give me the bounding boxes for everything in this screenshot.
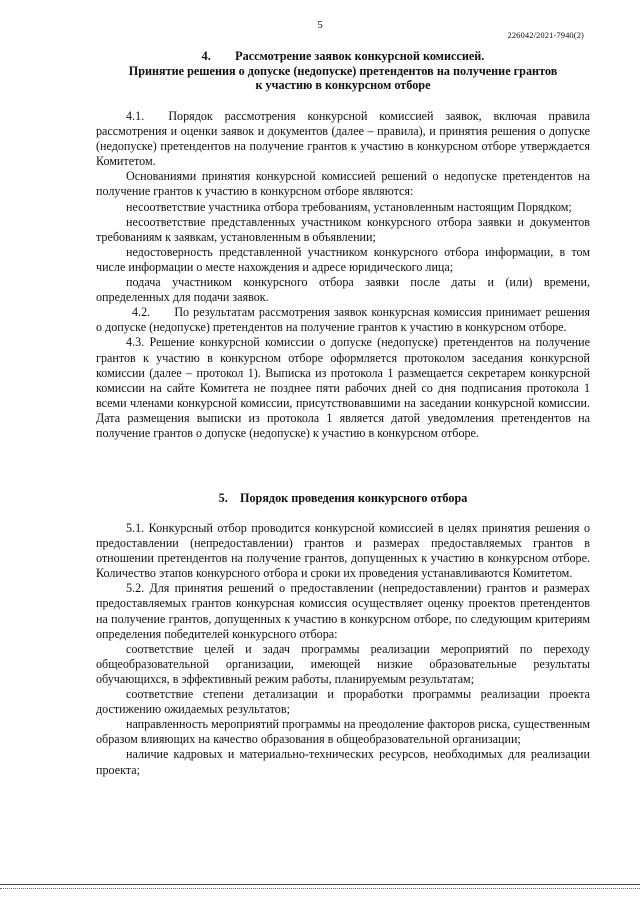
section-4-heading — [96, 49, 590, 93]
section-4-body — [96, 109, 590, 441]
section-5-heading: 5. Порядок проведения конкурсного отбора — [218, 491, 468, 505]
scan-bottom-edge — [0, 884, 640, 889]
section-4-heading-line: 4. Рассмотрение заявок конкурсной комиссией. — [201, 49, 485, 63]
list-item-ground: подача участником конкурсного отбора заявки после даты и (или) времени, определенных для подачи заявок. — [96, 275, 590, 305]
section-4-heading-line: к участию в конкурсном отборе — [255, 78, 431, 93]
page-number: 5 — [317, 19, 323, 31]
list-item-criterion: направленность мероприятий программы на преодоление факторов риска, существенным образом влияющих на качество образования в общеобразовательной организации; — [96, 717, 590, 747]
section-4-heading-line: Принятие решения о допуске (недопуске) претендентов на получение грантов — [128, 63, 558, 78]
list-item-criterion: соответствие степени детализации и проработки программы реализации проекта достижению ожидаемых результатов; — [96, 687, 590, 717]
list-item-criterion: соответствие целей и задач программы реализации мероприятий по переходу общеобразовательной организации, имеющей низкие образовательные результаты обучающихся, в эффективный режим работы, планируемым результатам; — [96, 641, 590, 686]
list-item-ground: несоответствие представленных участником конкурсного отбора заявки и документов требованиям к заявкам, установленным в объявлении; — [96, 214, 590, 244]
list-item-ground: несоответствие участника отбора требованиям, установленным настоящим Порядком; — [126, 199, 572, 214]
paragraph-4-2: 4.2. По результатам рассмотрения заявок конкурсная комиссия принимает решения о допуске (недопуске) претендентов на получение грантов к участию в конкурсном отборе. — [96, 305, 590, 335]
paragraph-5-1: 5.1. Конкурсный отбор проводится конкурсной комиссией в целях принятия решения о предоставлении (непредоставлении) грантов и размерах предоставляемых грантов в отношении претендентов на получение грантов, допущенных к участию в конкурсном отборе. Количество этапов конкурсного отбора и сроки их проведения устанавливаются Комитетом. — [96, 521, 590, 581]
paragraph-4-3: 4.3. Решение конкурсной комиссии о допуске (недопуске) претендентов на получение грантов к участию в конкурсном отборе оформляется протоколом заседания конкурсной комиссии (далее – протокол 1). Выписка из протокола 1 размещается секретарем конкурсной комиссии на сайте Комитета не позднее пяти рабочих дней со дня подписания протокола 1 всеми членами конкурсной комиссии, присутствовавшими на заседании конкурсной комиссии. Дата размещения выписки из протокола 1 является датой уведомления претендентов на получение грантов о допуске (недопуске) к участию в конкурсном отборе. — [96, 335, 590, 440]
paragraph-5-2: 5.2. Для принятия решений о предоставлении (непредоставлении) грантов и размерах предоставляемых грантов конкурсная комиссия осуществляет оценку проектов претендентов на получение грантов, допущенных к участию в конкурсном отборе, по следующим критериям определения победителей конкурсного отбора: — [96, 581, 590, 641]
paragraph-4-1: 4.1. Порядок рассмотрения конкурсной комиссией заявок, включая правила рассмотрения и оценки заявок и документов (далее – правила), и принятия решения о допуске (недопуске) претендентов на получение грантов к участию в конкурсном отборе утверждается Комитетом. — [96, 109, 590, 169]
document-id: 226042/2021-7940(2) — [507, 30, 584, 40]
paragraph-grounds-intro: Основаниями принятия конкурсной комиссией решений о недопуске претендентов на получение грантов к участию в конкурсном отборе являются: — [96, 169, 590, 199]
section-5-body — [96, 521, 590, 778]
list-item-criterion: наличие кадровых и материально-технических ресурсов, необходимых для реализации проекта; — [96, 747, 590, 777]
list-item-ground: недостоверность представленной участником конкурсного отбора информации, в том числе информации о месте нахождения и адресе юридического лица; — [96, 244, 590, 274]
